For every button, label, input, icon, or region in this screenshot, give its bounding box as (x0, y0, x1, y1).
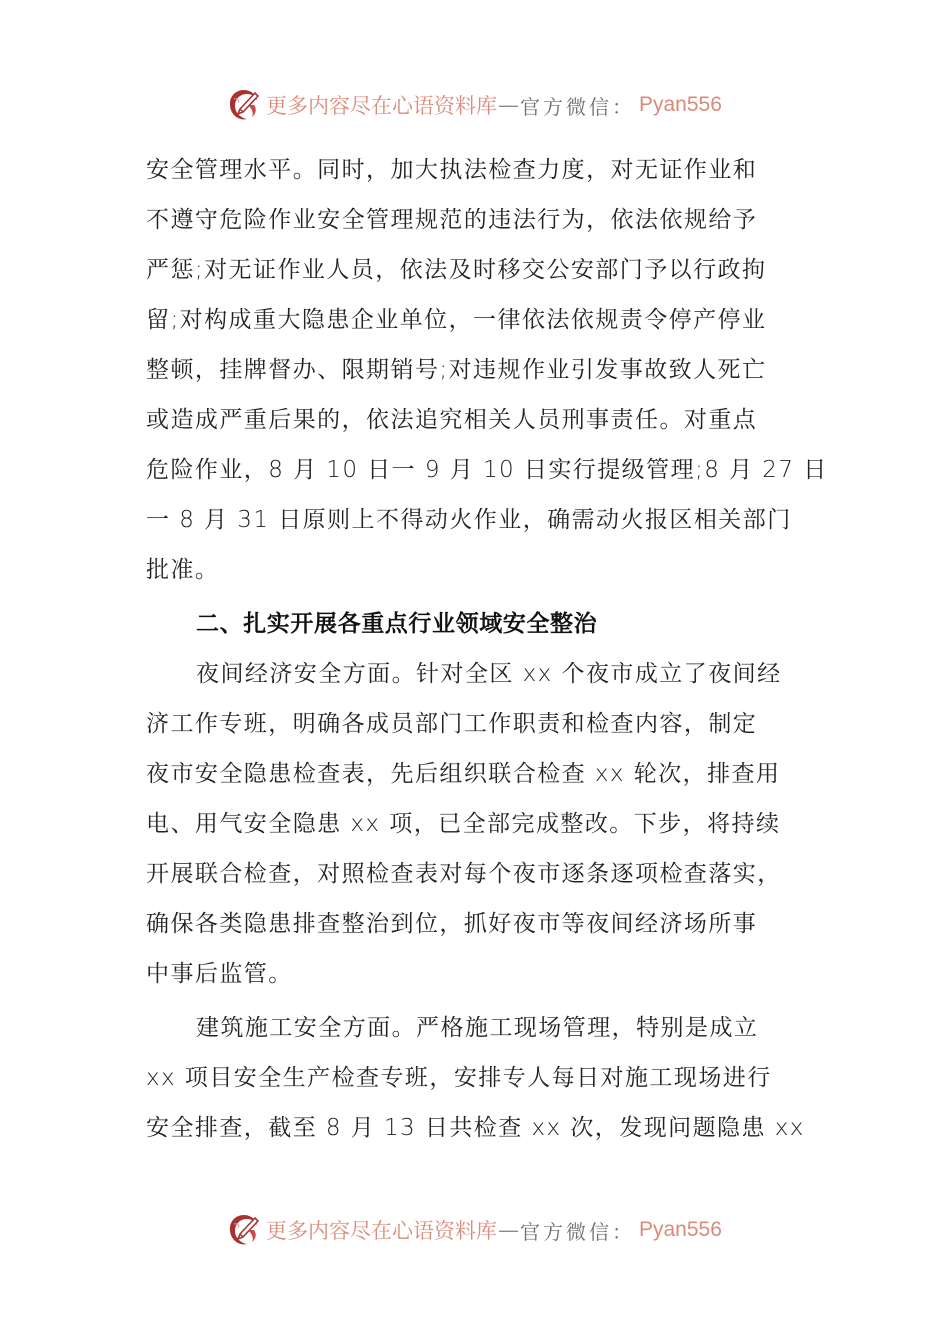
wechat-label: 官方微信： (520, 94, 635, 119)
wechat-id: Pyan556 (639, 1218, 722, 1241)
text-line: 确保各类隐患排查整治到位，抓好夜市等夜间经济场所事 (146, 911, 758, 937)
paragraph-1 (146, 145, 828, 595)
text-line: 安全管理水平。同时，加大执法检查力度，对无证作业和 (146, 157, 758, 183)
site-name-text: 更多内容尽在心语资料库 (266, 94, 497, 118)
paragraph-3 (146, 1003, 805, 1153)
text-line: 危险作业，8 月 10 日一 9 月 10 日实行提级管理;8 月 27 日 (146, 457, 828, 483)
separator-dash: — (498, 93, 519, 117)
text-line: 夜间经济安全方面。针对全区 xx 个夜市成立了夜间经 (196, 661, 782, 687)
text-line: 严惩;对无证作业人员，依法及时移交公安部门予以行政拘 (146, 257, 767, 283)
text-line: 安全排查，截至 8 月 13 日共检查 xx 次，发现问题隐患 xx (146, 1115, 805, 1141)
text-line: 电、用气安全隐患 xx 项，已全部完成整改。下步，将持续 (146, 811, 781, 837)
wechat-id: Pyan556 (639, 93, 722, 116)
document-body (146, 145, 828, 1153)
header-watermark-banner (226, 83, 722, 127)
paragraph-2 (146, 649, 786, 999)
text-line: 批准。 (146, 557, 220, 583)
site-name-text: 更多内容尽在心语资料库 (266, 1219, 497, 1243)
section-heading: 二、扎实开展各重点行业领域安全整治 (196, 611, 598, 637)
quill-pen-logo-icon (226, 1212, 262, 1248)
text-line: 开展联合检查，对照检查表对每个夜市逐条逐项检查落实， (146, 861, 782, 887)
text-line: 一 8 月 31 日原则上不得动火作业，确需动火报区相关部门 (146, 507, 792, 533)
wechat-label: 官方微信： (520, 1219, 635, 1244)
text-line: 济工作专班，明确各成员部门工作职责和检查内容，制定 (146, 711, 758, 737)
text-line: 留;对构成重大隐患企业单位，一律依法依规责令停产停业 (146, 307, 767, 333)
text-line: 夜市安全隐患检查表，先后组织联合检查 xx 轮次，排查用 (146, 761, 781, 787)
separator-dash: — (498, 1218, 519, 1242)
text-line: xx 项目安全生产检查专班，安排专人每日对施工现场进行 (146, 1065, 772, 1091)
text-line: 中事后监管。 (146, 961, 293, 987)
text-line: 或造成严重后果的，依法追究相关人员刑事责任。对重点 (146, 407, 758, 433)
quill-pen-logo-icon (226, 87, 262, 123)
text-line: 建筑施工安全方面。严格施工现场管理，特别是成立 (196, 1015, 759, 1041)
text-line: 不遵守危险作业安全管理规范的违法行为，依法依规给予 (146, 207, 758, 233)
text-line: 整顿，挂牌督办、限期销号;对违规作业引发事故致人死亡 (146, 357, 767, 383)
footer-watermark-banner (226, 1208, 722, 1252)
